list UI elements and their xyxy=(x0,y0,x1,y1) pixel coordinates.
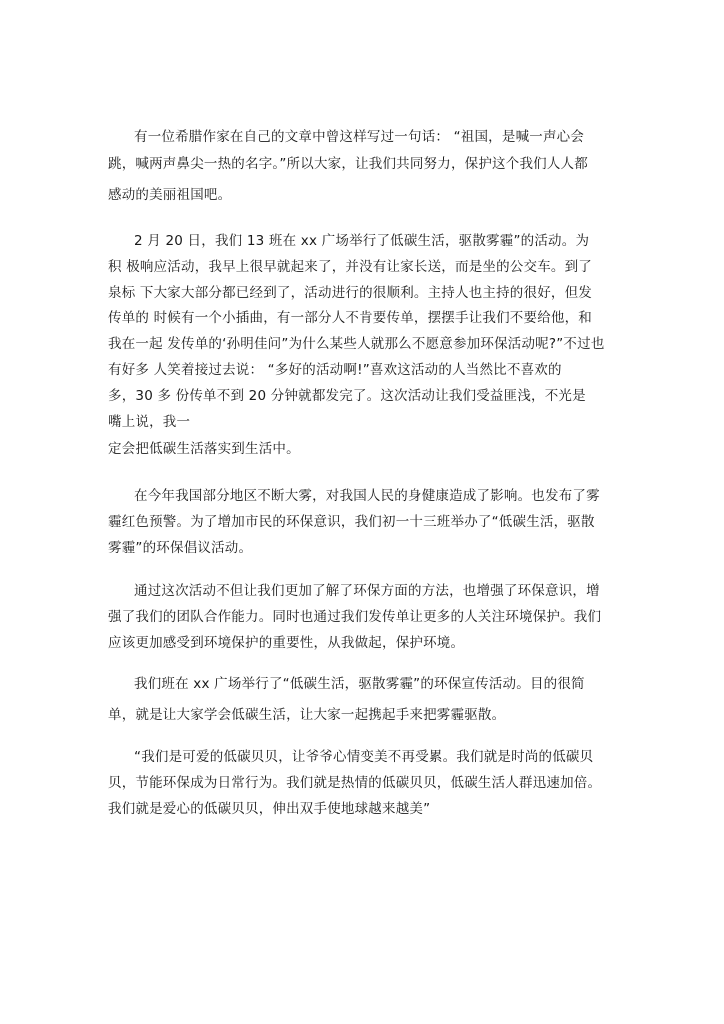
paragraph-2-line-3: 泉标 下大家大部分都已经到了，活动进行的很顺利。主持人也主持的很好，但发 xyxy=(108,285,592,301)
paragraph-1-line-2: 跳，喊两声鼻尖一热的名字。”所以大家，让我们共同努力，保护这个我们人人都 xyxy=(108,156,588,172)
paragraph-2-line-5: 我在一起 发传单的‘孙明佳问”为什么某些人就那么不愿意参加环保活动呢?”不过也 xyxy=(108,336,605,352)
paragraph-2-line-4: 传单的 时候有一个小插曲，有一部分人不肯要传单，摆摆手让我们不要给他，和 xyxy=(108,310,592,326)
paragraph-2-line-6: 有好多 人笑着接过去说： “多好的活动啊!”喜欢这活动的人当然比不喜欢的 xyxy=(108,362,562,378)
paragraph-2-line-8: 嘴上说，我一 xyxy=(108,414,191,430)
paragraph-1-line-3: 感动的美丽祖国吧。 xyxy=(108,187,232,203)
paragraph-5-line-1: 我们班在 xx 广场举行了“低碳生活，驱散雾霾”的环保宣传活动。目的很简 xyxy=(134,676,585,692)
paragraph-4-line-2: 强了我们的团队合作能力。同时也通过我们发传单让更多的人关注环境保护。我们 xyxy=(108,609,602,625)
paragraph-5-line-2: 单，就是让大家学会低碳生活，让大家一起携起手来把雾霾驱散。 xyxy=(108,707,506,723)
paragraph-2-line-7: 多，30 多 份传单不到 20 分钟就都发完了。这次活动让我们受益匪浅，不光是 xyxy=(108,388,586,404)
paragraph-6-line-3: 我们就是爱心的低碳贝贝，伸出双手使地球越来越美” xyxy=(108,801,431,817)
paragraph-4-line-1: 通过这次活动不但让我们更加了解了环保方面的方法，也增强了环保意识，增 xyxy=(134,583,600,599)
paragraph-2-line-2: 积 极响应活动，我早上很早就起来了，并没有让家长送，而是坐的公交车。到了 xyxy=(108,259,592,275)
paragraph-4-line-3: 应该更加感受到环境保护的重要性，从我做起，保护环境。 xyxy=(108,635,465,651)
paragraph-3-line-1: 在今年我国部分地区不断大雾，对我国人民的身健康造成了影响。也发布了雾 xyxy=(134,488,600,504)
paragraph-2-line-1: 2 月 20 日，我们 13 班在 xx 广场举行了低碳生活，驱散雾霾”的活动。为 xyxy=(134,233,590,249)
paragraph-1-line-1: 有一位希腊作家在自己的文章中曾这样写过一句话： “祖国，是喊一声心会 xyxy=(134,129,585,145)
paragraph-6-line-2: 贝，节能环保成为日常行为。我们就是热情的低碳贝贝，低碳生活人群迅速加倍。 xyxy=(108,775,602,791)
paragraph-3-line-3: 雾霾”的环保倡议活动。 xyxy=(108,540,253,556)
paragraph-3-line-2: 霾红色预警。为了增加市民的环保意识，我们初一十三班举办了“低碳生活，驱散 xyxy=(108,514,595,530)
paragraph-2-line-9: 定会把低碳生活落实到生活中。 xyxy=(108,441,300,457)
paragraph-6-line-1: “我们是可爱的低碳贝贝，让爷爷心情变美不再受累。我们就是时尚的低碳贝 xyxy=(134,749,594,765)
